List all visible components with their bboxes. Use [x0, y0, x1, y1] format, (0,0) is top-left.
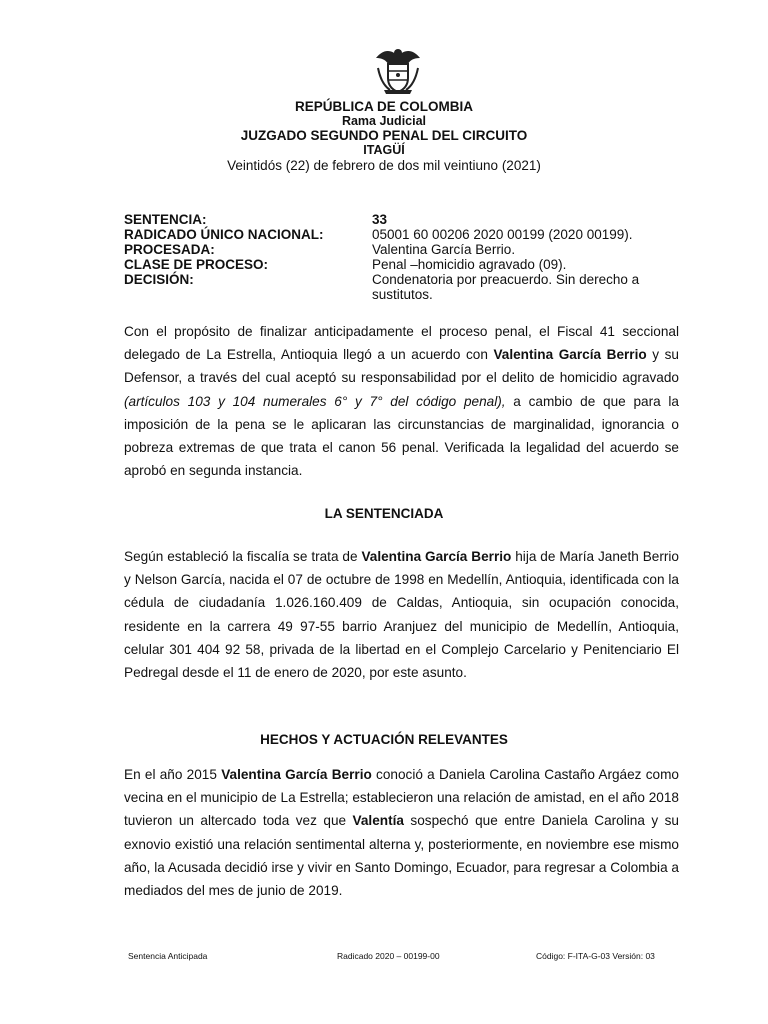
header-city: ITAGÜÍ [363, 143, 405, 157]
meta-value-procesada: Valentina García Berrio. [372, 242, 516, 257]
footer-right: Código: F-ITA-G-03 Versión: 03 [536, 951, 655, 961]
coat-of-arms-icon [370, 44, 426, 96]
header-country: REPÚBLICA DE COLOMBIA [295, 99, 473, 114]
footer-left: Sentencia Anticipada [128, 951, 208, 961]
sentenciada-paragraph: Según estableció la fiscalía se trata de Valentina García Berrio hija de María Janeth Berrio y Nelson García, nacida el 07 de octubre de 1998 en Medellín, Antioquia, identificada con la cédula de ciudadanía 1.026.160.409 de Caldas, Antioquia, sin ocupación conocida, residente en la carrera 49 97-55 barrio Aranjuez del municipio de Medellín, Antioquia, celular 301 404 92 58, privada de la libertad en el Complejo Carcelario y Penitenciario El Pedregal desde el 11 de enero de 2020, por este asunto. [124, 549, 679, 681]
defendant-name: Valentina García Berrio [221, 767, 372, 782]
meta-label-radicado: RADICADO ÚNICO NACIONAL: [124, 227, 324, 242]
defendant-name: Valentina García Berrio [361, 549, 512, 564]
footer-center: Radicado 2020 – 00199-00 [337, 951, 440, 961]
meta-value-sentencia: 33 [372, 212, 388, 227]
meta-value-clase: Penal –homicidio agravado (09). [372, 257, 567, 272]
header-court: JUZGADO SEGUNDO PENAL DEL CIRCUITO [240, 128, 528, 143]
section-title-hechos: HECHOS Y ACTUACIÓN RELEVANTES [260, 732, 508, 747]
header-date: Veintidós (22) de febrero de dos mil veintiuno (2021) [227, 158, 541, 173]
hechos-paragraph: En el año 2015 Valentina García Berrio conoció a Daniela Carolina Castaño Argáez como vecina en el municipio de La Estrella; establecieron una relación de amistad, en el año 2018 tuvieron un altercado toda vez que Valentía sospechó que entre Daniela Carolina y su exnovio existió una relación sentimental alterna y, posteriormente, en noviembre ese mismo año, la Acusada decidió irse y vivir en Santo Domingo, Ecuador, para regresar a Colombia a mediados del mes de junio de 2019. [124, 767, 679, 899]
meta-label-decision: DECISIÓN: [124, 272, 194, 287]
defendant-name: Valentina García Berrio [493, 347, 647, 363]
meta-value-radicado: 05001 60 00206 2020 00199 (2020 00199). [372, 227, 633, 242]
defendant-first-name: Valentía [352, 813, 404, 829]
meta-value-decision: Condenatoria por preacuerdo. Sin derecho a sustitutos. [372, 272, 640, 302]
meta-label-clase: CLASE DE PROCESO: [124, 257, 269, 272]
meta-label-procesada: PROCESADA: [124, 242, 215, 257]
meta-label-sentencia: SENTENCIA: [124, 212, 207, 227]
section-title-sentenciada: LA SENTENCIADA [324, 506, 444, 521]
intro-paragraph: Con el propósito de finalizar anticipadamente el proceso penal, el Fiscal 41 seccional delegado de La Estrella, Antioquia llegó a un acuerdo con Valentina García Berrio y su Defensor, a través del cual aceptó su responsabilidad por el delito de homicidio agravado (artículos 103 y 104 numerales 6° y 7° del código penal), a cambio de que para la imposición de la pena se le aplicaran las circunstancias de marginalidad, ignorancia o pobreza extremas de que trata el canon 56 penal. Verificada la legalidad del acuerdo se aprobó en segunda instancia. [124, 324, 679, 479]
header-branch: Rama Judicial [341, 114, 427, 128]
legal-citation: (artículos 103 y 104 numerales 6° y 7° del código penal), [124, 393, 506, 409]
